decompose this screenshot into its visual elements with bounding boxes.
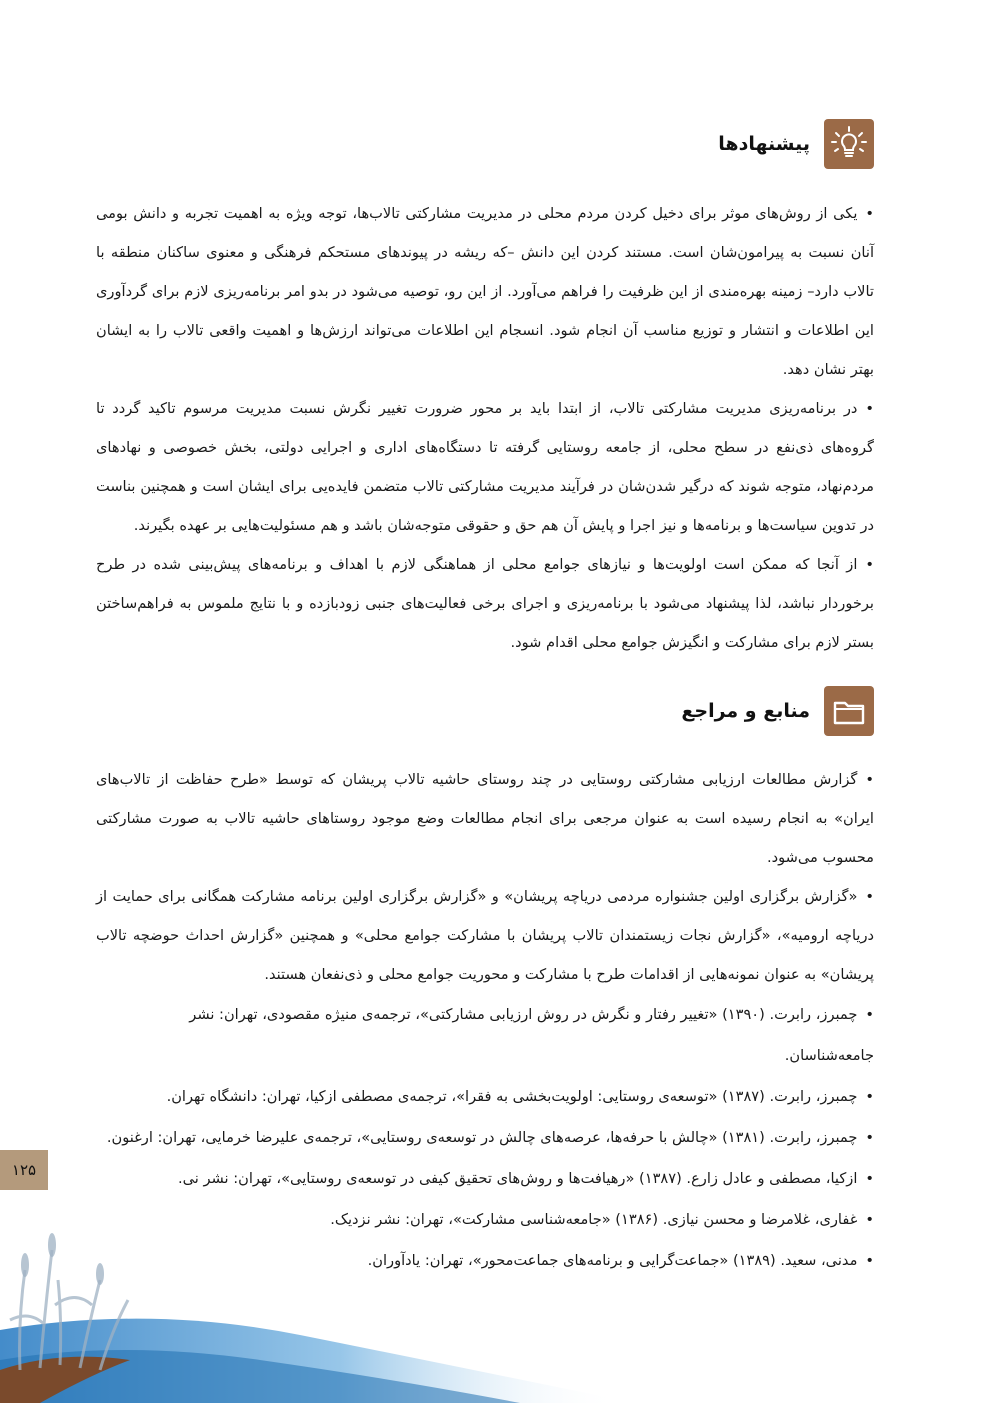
reference-item: •ازکیا، مصطفی و عادل زارع. (۱۳۸۷) «رهیافت‌ها و روش‌های تحقیق کیفی در توسعه‌ی روستایی»، تهران: نشر نی. <box>96 1158 874 1199</box>
suggestions-list <box>96 194 874 662</box>
suggestion-item: •در برنامه‌ریزی مدیریت مشارکتی تالاب، از ابتدا باید بر محور ضرورت تغییر نگرش نسبت مدیریت مرسوم تاکید گردد تا گروه‌های ذی‌نفع در سطح محلی، از جامعه روستایی گرفته تا دستگاه‌های اداری و اجرایی دولتی، بخش خصوصی و نهادهای مردم‌نهاد، متوجه شوند که درگیر شدن‌شان در فرآیند مدیریت مشارکتی تالاب متضمن فایده‌یی برای ایشان است و همچنین بناست در تدوین سیاست‌ها و برنامه‌ها و نیز اجرا و پایش آن هم حق و حقوقی متوجه‌شان باشد و هم مسئولیت‌هایی بر عهده بگیرند. <box>96 389 874 545</box>
suggestions-title: پیشنهادها <box>718 133 810 155</box>
reference-item: •غفاری، غلامرضا و محسن نیازی. (۱۳۸۶) «جامعه‌شناسی مشارکت»، تهران: نشر نزدیک. <box>96 1199 874 1240</box>
bullet: • <box>865 400 874 417</box>
page-number: ۱۲۵ <box>0 1150 48 1190</box>
bullet: • <box>865 556 874 573</box>
suggestion-item: •از آنجا که ممکن است اولویت‌ها و نیازهای جوامع محلی از هماهنگی لازم با اهداف و برنامه‌های پیش‌بینی شده در طرح برخوردار نباشد، لذا پیشنهاد می‌شود با برنامه‌ریزی و اجرای برخی فعالیت‌های جنبی زودبازده و با نتایج ملموس به فراهم‌ساختن بستر لازم برای مشارکت و انگیزش جوامع محلی اقدام شود. <box>96 545 874 662</box>
references-list <box>96 760 874 1281</box>
bullet: • <box>865 1211 874 1228</box>
folder-icon <box>824 686 874 736</box>
suggestions-header <box>718 119 874 169</box>
suggestion-item: •یکی از روش‌های موثر برای دخیل کردن مردم محلی در مدیریت مشارکتی تالاب‌ها، توجه ویژه به اهمیت تجربه و دانش بومی آنان نسبت به پیرامون‌شان است. مستند کردن این دانش –که ریشه در پیوندهای مستحکم فرهنگی و معنوی ساکنان منطقه با تالاب دارد– زمینه بهره‌مندی از این ظرفیت را فراهم می‌آورد. از این رو، توصیه می‌شود در بدو امر برنامه‌ریزی لازم برای گردآوری این اطلاعات و انتشار و توزیع مناسب آن انجام شود. انسجام این اطلاعات می‌تواند ارزش‌ها و اهمیت واقعی تالاب را به ایشان بهتر نشان دهد. <box>96 194 874 389</box>
references-title: منابع و مراجع <box>681 700 810 722</box>
bullet: • <box>865 888 874 905</box>
reference-item: •چمبرز، رابرت. (۱۳۸۱) «چالش با حرفه‌ها، عرصه‌های چالش در توسعه‌ی روستایی»، ترجمه‌ی علیرضا خرمایی، تهران: ارغنون. <box>96 1117 874 1158</box>
bullet: • <box>865 771 874 788</box>
references-header <box>681 686 874 736</box>
reference-item: •مدنی، سعید. (۱۳۸۹) «جماعت‌گرایی و برنامه‌های جماعت‌محور»، تهران: یادآوران. <box>96 1240 874 1281</box>
bullet: • <box>865 1129 874 1146</box>
bullet: • <box>865 1252 874 1269</box>
bullet: • <box>865 205 874 222</box>
reference-paragraph: •«گزارش برگزاری اولین جشنواره مردمی دریاچه پریشان» و «گزارش برگزاری اولین برنامه مشارکت همگانی برای حمایت از دریاچه ارومیه»، «گزارش نجات زیستمندان تالاب پریشان با مشارکت جوامع محلی» و همچنین «گزارش احداث حوضچه تالاب پریشان» به عنوان نمونه‌هایی از اقدامات طرح با مشارکت و محوریت جوامع محلی و ذی‌نفعان هستند. <box>96 877 874 994</box>
bullet: • <box>865 1170 874 1187</box>
light-bulb-icon <box>824 119 874 169</box>
reference-item: •چمبرز، رابرت. (۱۳۹۰) «تغییر رفتار و نگرش در روش ارزیابی مشارکتی»، ترجمه‌ی منیژه مقصودی، تهران: نشر جامعه‌شناسان. <box>96 994 874 1076</box>
reeds-wave-decoration-icon <box>0 1210 620 1403</box>
bullet: • <box>865 1006 874 1023</box>
reference-item: •چمبرز، رابرت. (۱۳۸۷) «توسعه‌ی روستایی: اولویت‌بخشی به فقرا»، ترجمه‌ی مصطفی ازکیا، تهران: دانشگاه تهران. <box>96 1076 874 1117</box>
bullet: • <box>865 1088 874 1105</box>
reference-paragraph: •گزارش مطالعات ارزیابی مشارکتی روستایی در چند روستای حاشیه تالاب پریشان که توسط «طرح حفاظت از تالاب‌های ایران» به انجام رسیده است به عنوان مرجعی برای انجام مطالعات وضع موجود روستاهای حاشیه تالاب به صورت مشارکتی محسوب می‌شود. <box>96 760 874 877</box>
